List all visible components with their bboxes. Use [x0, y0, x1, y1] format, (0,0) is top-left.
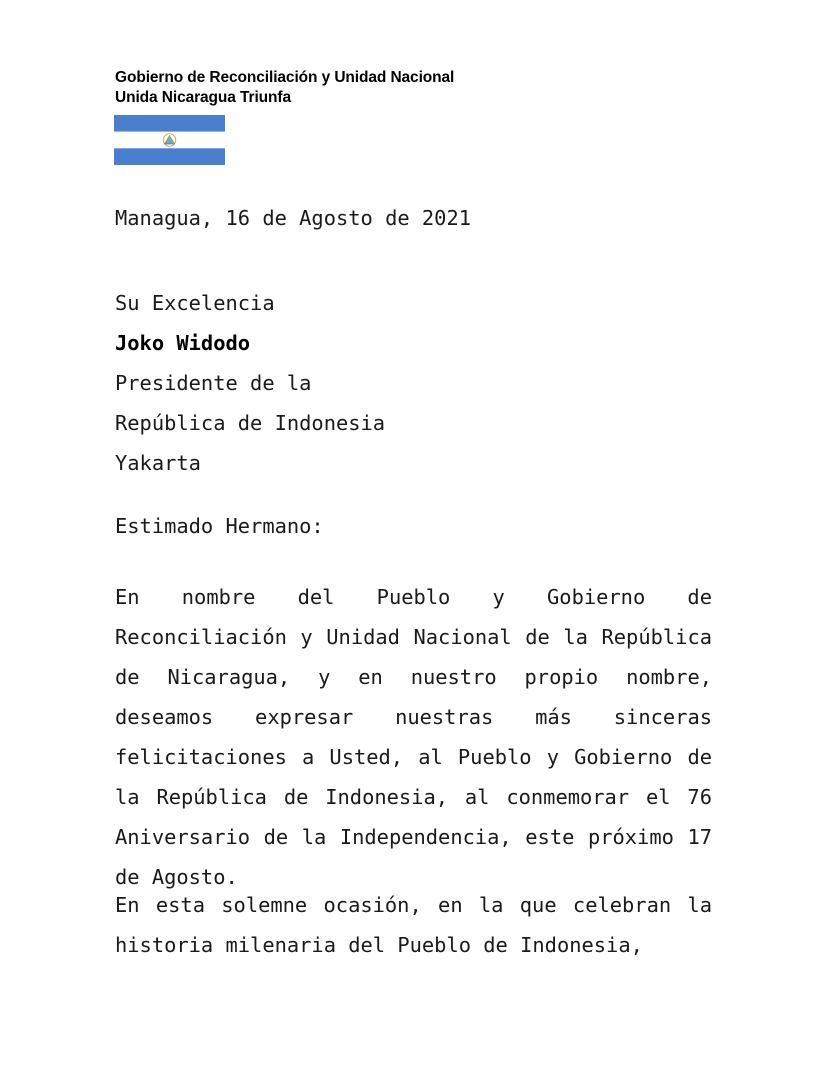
addressee-city: Yakarta — [115, 451, 201, 475]
addressee-name: Joko Widodo — [115, 331, 251, 355]
letterhead — [115, 68, 454, 108]
letterhead-motto: Unida Nicaragua Triunfa — [115, 89, 291, 106]
addressee-title: Presidente de la — [115, 371, 312, 395]
letter-date: Managua, 16 de Agosto de 2021 — [115, 206, 472, 230]
body-paragraph-2: En esta solemne ocasión, en la que celebran la historia milenaria del Pueblo de Indonesia, — [115, 893, 712, 957]
addressee-country: República de Indonesia — [115, 411, 386, 435]
body-paragraph-1: En nombre del Pueblo y Gobierno de Reconciliación y Unidad Nacional de la República de Nicaragua, y en nuestro propio nombre, deseamos expresar nuestras más sinceras felicitaciones a Usted, al Pueblo y Gobierno de la República de Indonesia, al conmemorar el 76 Aniversario de la Independencia, este próximo 17 de Agosto. — [115, 585, 712, 889]
addressee-honorific: Su Excelencia — [115, 291, 275, 315]
salutation: Estimado Hermano: — [115, 514, 324, 538]
nicaragua-flag-icon — [114, 115, 225, 165]
addressee-block — [115, 283, 712, 483]
letterhead-government-name: Gobierno de Reconciliación y Unidad Nacional — [115, 69, 455, 86]
